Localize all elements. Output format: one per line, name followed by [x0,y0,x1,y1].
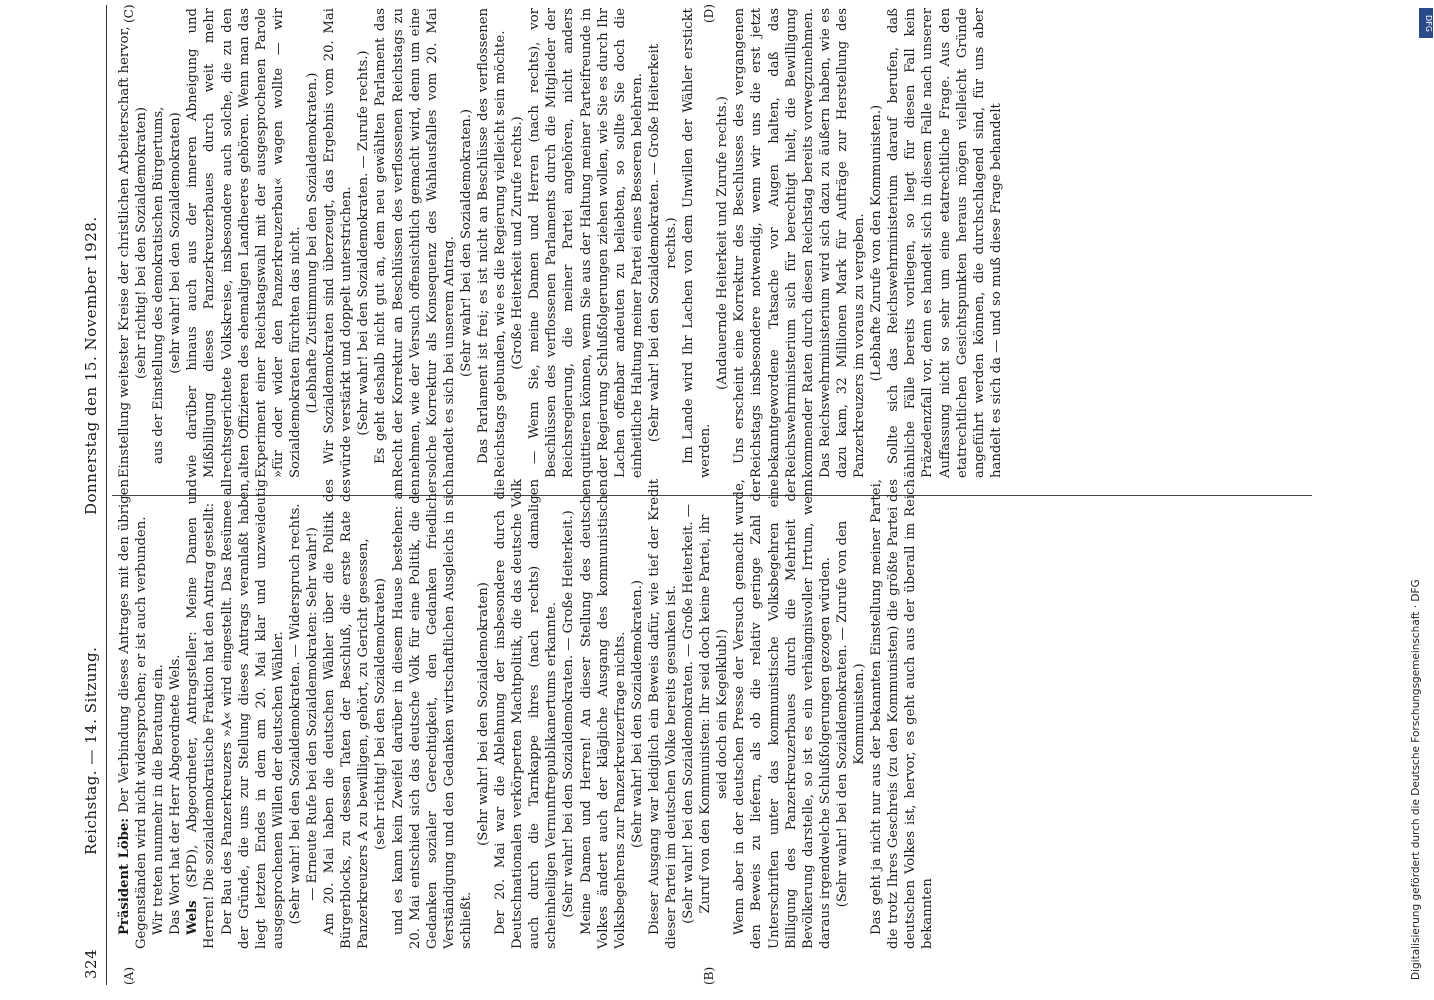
left-text-column [116,479,937,949]
paragraph-text: Das Parlament ist frei; es ist nicht an Beschlüsse des verflossenen Reichstags gebunden, wie es die Regierung vielleicht sein möchte. [475,8,509,478]
session-date: Donnerstag den 15. November 1928. [82,216,100,515]
paragraph [184,479,218,949]
paragraph-text: Das Wort hat der Herr Abgeordnete Wels. [168,654,184,935]
paragraph [321,8,355,478]
paragraph [167,479,184,949]
paragraph [492,479,560,949]
interjection: (Sehr wahr! bei den Sozialdemokraten. — Zurufe rechts.) [356,50,372,436]
speaker-name: Präsident Löbe: [117,817,132,935]
right-text-column [116,8,1005,478]
digitization-note-text: Digitalisierung gefördert durch die Deutsche Forschungsgemeinschaft · DFG [1410,579,1422,980]
paragraph-text: Sollte sich das Reichswehrministerium darauf berufen, daß ähnliche Fälle bereits vorliegen, so liegt für diesen Fall kein Präzedenzfall vor, denn es handelt sich in diesem Falle nach unserer Auffassung nicht so sehr um eine etatrechtliche Frage. Aus den etatrechtlichen Gesichtspunkten heraus mögen vielleicht Gründe angeführt werden können, die durchschlagend sind, für uns aber handelt es sich da — und so muß diese Frage behandelt [886,8,1004,478]
interjection: (sehr richtig! bei den Sozialdemokraten) [373,578,389,850]
paragraph [885,8,1005,478]
paragraph-text: Der Verbindung dieses Antrages mit den übrigen Gegenständen wird nicht widersprochen; er ist auch verbunden. [117,479,150,949]
paragraph-text: wie darüber hinaus auch aus der inneren Abneigung und Mißbilligung dieses Panzerkreuzerbaues durch weit mehr rechtsgerichtete Volkskreise, insbesondere auch solche, die zu den alten Offizieren des ehemaligen Landheeres gehören. Wenn man das Experiment einer Reichstagswahl mit der ausgesprochenen Parole »für oder wider den Panzerkreuzerbau« wagen wollte — wir Sozialdemokraten fürchten das nicht. [185,8,303,478]
paragraph-text: Wir treten nunmehr in die Beratung ein. [151,664,167,935]
interjection: (Große Heiterkeit und Zurufe rechts.) [510,116,526,370]
paragraph [731,8,868,478]
header-rule [106,5,107,985]
margin-marker-b: (B) [702,966,716,985]
interjection: (sehr wahr! bei den Sozialdemokraten) [168,112,184,374]
paragraph-text: Uns erscheint eine Korrektur des Beschlusses des vergangenen Reichstags insbesondere notwendig, wenn wir uns die erst jetzt bekanntgewordene Tatsache vor Augen halten, daß das Reichswehrministerium sich für berechtigt hielt, die Bewilligung kommender Raten durch diesen Reichstag bereits vorwegzunehmen. Das Reichswehrministerium wird sich dazu zu äußern haben, wie es dazu kam, 32 Millionen Mark für Aufträge zur Herstellung des Panzerkreuzers im voraus zu vergeben. [732,8,868,478]
page-number: 324 [82,948,100,979]
paragraph-text: — Wenn Sie, meine Damen und Herren (nach rechts), vor Beschlüssen des verflossenen Parlaments durch die Mitglieder der Reichsregierung, die meiner Partei angehören, nicht anders quittieren können, wenn Sie aus der Haltung meiner Parteifreunde in der Regierung Schlußfolgerungen ziehen wollen, wie Sie es durch Ihr Lachen offenbar andeuten zu beliebten, so sollte Sie doch die einheitliche Haltung meiner Partei eines Besseren belehren. [527,8,645,478]
interjection: (Sehr wahr! bei den Sozialdemokraten. — Große Heiterkeit rechts.) [646,43,679,443]
interjection: (Lebhafte Zustimmung bei den Sozialdemokraten.) [305,72,321,414]
paragraph-text: Im Lande wird Ihr Lachen von dem Unwillen der Wähler erstickt werden. [681,8,714,478]
interjection: (sehr richtig! bei den Sozialdemokraten) [134,107,150,379]
paragraph [321,479,372,949]
paragraph [150,8,167,478]
paragraph [868,479,936,949]
paragraph-text: Einstellung weitester Kreise der christlichen Arbeiterschaft hervor, [117,26,132,478]
session-title: Reichstag. — 14. Sitzung. [82,646,100,855]
paragraph-text: Der 20. Mai war die Ablehnung der insbesondere durch die Deutschnationalen verkörperten Machtpolitik, die das deutsche Volk auch durch die Tarnkappe ihres (nach rechts) damaligen scheinheiligen Vernunftrepublikanertums erkannte. [493,479,560,949]
paragraph-text: und es kann kein Zweifel darüber in diesem Hause bestehen: am 20. Mai entschied sich das deutsche Volk für eine Politik, die den Gedanken sozialer Gerechtigkeit, den Gedanken friedlicher Verständigung und den Gedanken wirtschaftlichen Ausgleichs in sich schließt. [390,479,474,949]
paragraph [390,479,475,949]
paragraph [219,479,287,949]
margin-marker-d: (D) [702,4,716,23]
paragraph [731,479,834,949]
paragraph-text: Dieser Ausgang war lediglich ein Beweis dafür, wie tief der Kredit dieser Partei im deutschen Volke bereits gesunken ist. [646,479,679,949]
interjection: (Sehr wahr! bei den Sozialdemokraten) [475,582,491,846]
interjection: (Sehr wahr! bei den Sozialdemokraten. — Widerspruch rechts. — Erneute Rufe bei den Sozialdemokraten: Sehr wahr!) [287,503,321,925]
paragraph [372,8,457,478]
paragraph-text: Es geht deshalb nicht gut an, dem neu gewählten Parlament das Recht der Korrektur an Beschlüssen des verflossenen Reichstags zu nehmen, wie der Versuch offensichtlich gemacht wird, denn um eine solche Korrektur als Konsequenz des Wahlausfalles vom 20. Mai handelt es sich bei unserem Antrag. [373,8,457,478]
interjection: (Sehr wahr! bei den Sozialdemokraten. — Zurufe von den Kommunisten.) [834,520,868,908]
interjection: (Sehr wahr! bei den Sozialdemokraten. — Große Heiterkeit. — Zuruf von den Kommunisten: Ihr seid doch keine Partei, ihr seid doch ein Kegelklub!) [681,504,731,924]
paragraph-text: Meine Damen und Herren! An dieser Stellung des deutschen Volkes ändert auch der klägliche Ausgang des kommunistischen Volksbegehrens zur Panzerkreuzerfrage nichts. [578,479,628,949]
paragraph [116,479,150,949]
paragraph [475,8,509,478]
digitization-note [1410,30,1428,990]
interjection: (Sehr wahr! bei den Sozialdemokraten.) [458,109,474,377]
interjection: (Lebhafte Zurufe von den Kommunisten.) [869,104,885,382]
margin-marker-c: (C) [122,4,136,23]
dfg-logo: DFG [1419,8,1433,38]
paragraph-text: aus der Einstellung des demokratischen Bürgertums, [151,106,167,464]
paragraph-text: Wir Sozialdemokraten sind überzeugt, das Ergebnis vom 20. Mai würde verstärkt und doppelt unterstrichen. [322,8,355,478]
paragraph [184,8,304,478]
paragraph-text: Das geht ja nicht nur aus der bekannten Einstellung meiner Partei, die trotz Ihres Geschreis (zu den Kommunisten) die größte Partei des deutschen Volkes ist, hervor, es geht auch aus der überall im Reich bekannten [869,479,936,949]
running-header [82,5,104,985]
rotated-page [82,5,1322,985]
paragraph [526,8,646,478]
interjection: (Sehr wahr! bei den Sozialdemokraten. — Große Heiterkeit.) [561,510,577,918]
interjection: (Sehr wahr! bei den Sozialdemokraten.) [629,580,645,848]
paragraph [680,8,714,478]
paragraph-text: Am 20. Mai haben die deutschen Wähler über die Politik des Bürgerblocks, zu dessen Taten der Beschluß, die erste Rate des Panzerkreuzers A zu bewilligen, gehört, zu Gericht gesessen, [322,479,372,949]
margin-marker-a: (A) [122,966,136,985]
speaker-name: Wels [185,900,201,935]
paragraph [150,479,167,949]
paragraph-text: Wenn aber in der deutschen Presse der Versuch gemacht wurde, den Beweis zu liefern, als ob die relativ geringe Zahl der Unterschriften unter das kommunistische Volksbegehren eine Billigung des Panzerkreuzerbaues durch die Mehrheit der Bevölkerung darstelle, so ist es ein verhängnisvoller Irrtum, wenn daraus irgendwelche Schlußfolgerungen gezogen würden. [732,479,833,949]
paragraph-text: (SPD), Abgeordneter, Antragsteller: Meine Damen und Herren! Die sozialdemokratische Fraktion hat den Antrag gestellt: [185,479,218,949]
paragraph [578,479,629,949]
paragraph [646,479,680,949]
paragraph [116,8,133,478]
paragraph-text: Der Bau des Panzerkreuzers »A« wird eingestellt. Das Resümee all der Gründe, die uns zur Stellung dieses Antrags veranlaßt haben, liegt letzten Endes in dem am 20. Mai klar und unzweideutig ausgesprochenen Willen der deutschen Wähler. [219,479,286,949]
interjection: (Andauernde Heiterkeit und Zurufe rechts.) [715,96,731,390]
